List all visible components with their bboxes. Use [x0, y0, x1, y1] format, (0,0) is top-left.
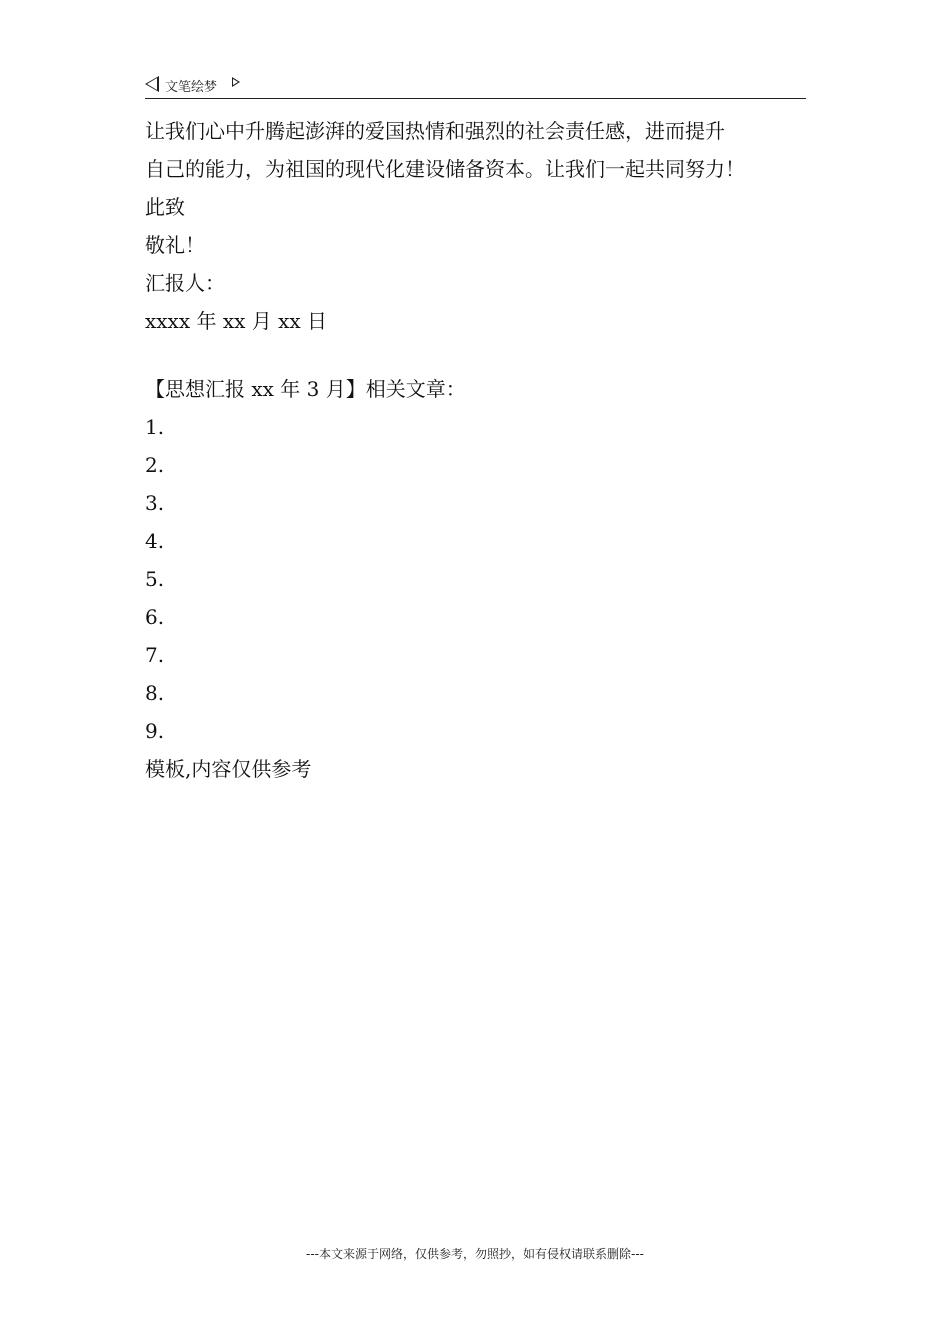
related-article-item: 6. [145, 605, 165, 629]
reporter-label: 汇报人： [145, 271, 225, 295]
right-triangle-icon [232, 77, 240, 87]
closing-salutation: 此致 [145, 195, 185, 219]
related-article-item: 4. [145, 529, 165, 553]
document-body [145, 112, 815, 788]
spacer [145, 340, 815, 370]
related-article-item: 1. [145, 415, 165, 439]
related-article-item: 9. [145, 719, 165, 743]
related-article-item: 7. [145, 643, 165, 667]
template-note: 模板,内容仅供参考 [145, 757, 312, 781]
header-title: 文笔绘梦 [165, 80, 218, 95]
related-article-item: 8. [145, 681, 165, 705]
related-article-item: 2. [145, 453, 165, 477]
page-header [145, 74, 806, 99]
left-triangle-icon [145, 76, 159, 92]
related-article-item: 3. [145, 491, 165, 515]
related-articles-heading: 【思想汇报 xx 年 3 月】相关文章： [145, 377, 466, 401]
paragraph-line: 让我们心中升腾起澎湃的爱国热情和强烈的社会责任感，进而提升 [145, 119, 725, 143]
related-article-item: 5. [145, 567, 165, 591]
report-date: xxxx 年 xx 月 xx 日 [145, 309, 328, 333]
closing-regards: 敬礼！ [145, 233, 205, 257]
page-footer: ---本文来源于网络，仅供参考，勿照抄，如有侵权请联系删除--- [306, 1247, 644, 1261]
paragraph-line: 自己的能力，为祖国的现代化建设储备资本。让我们一起共同努力！ [145, 157, 745, 181]
